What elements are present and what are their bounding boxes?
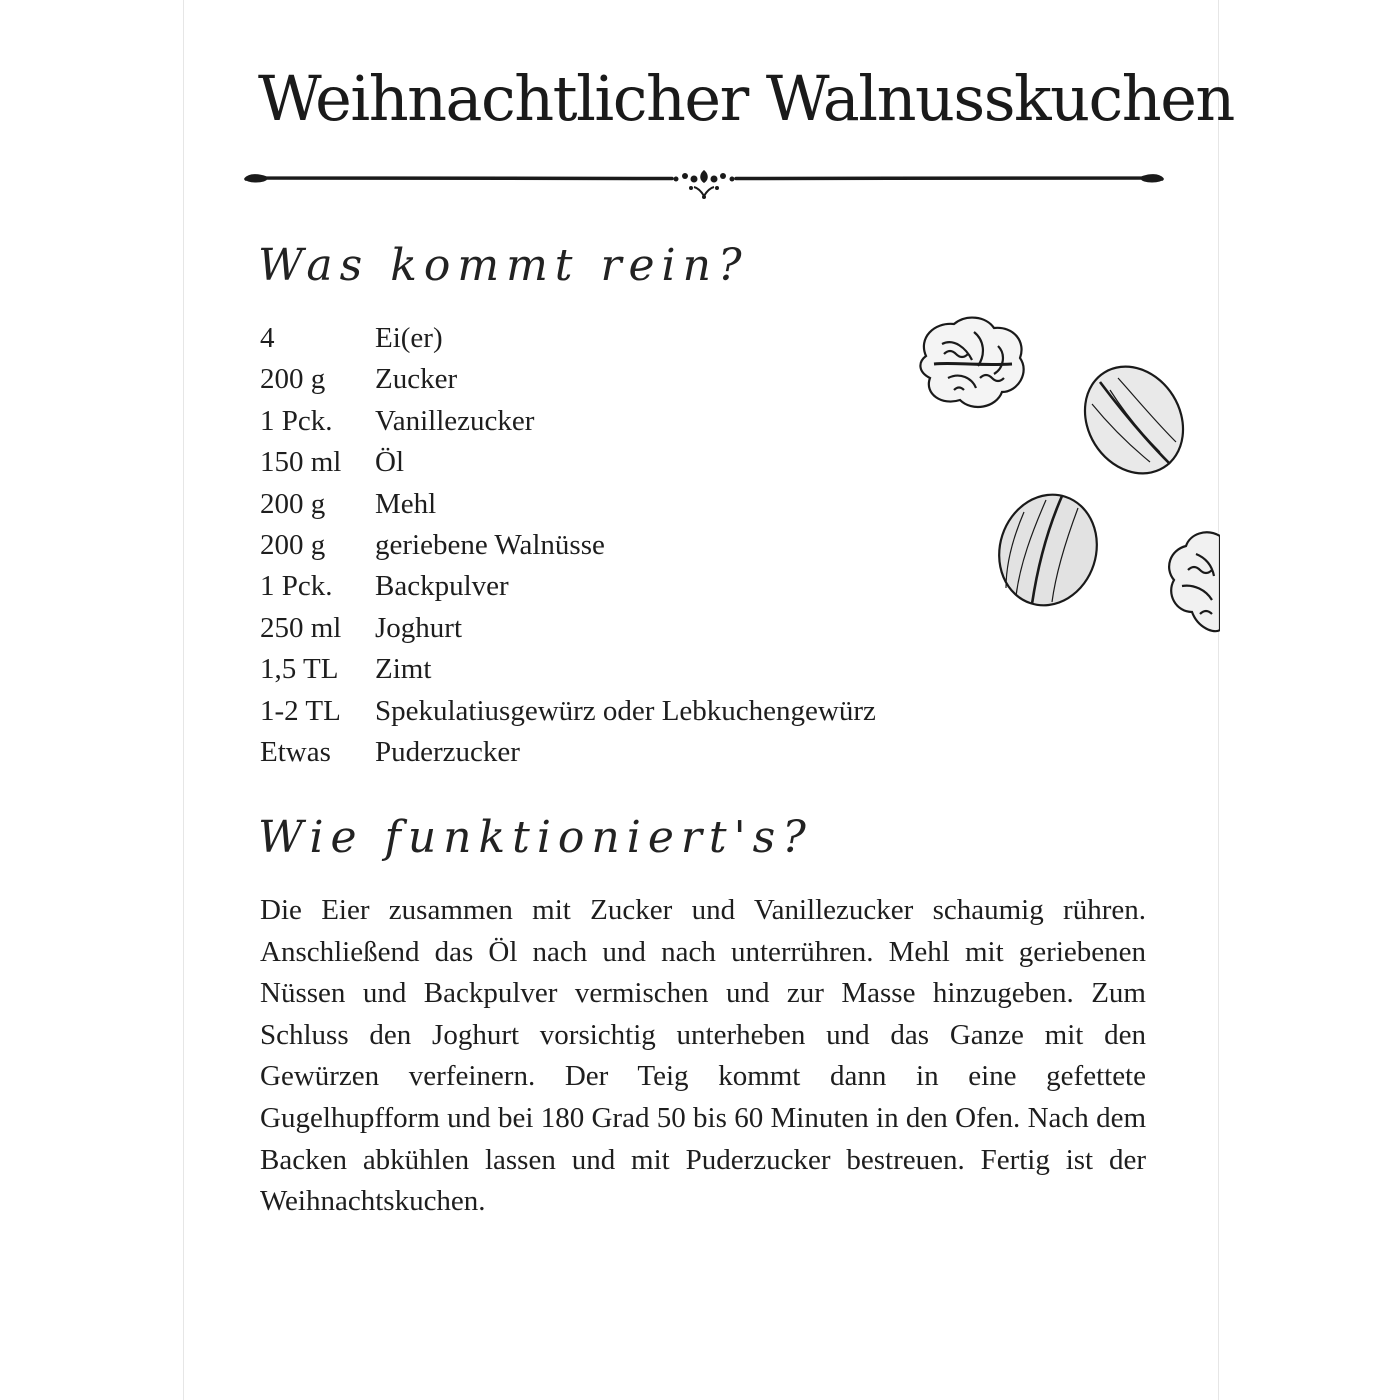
ingredient-name: Joghurt	[375, 611, 462, 644]
ingredient-name: Öl	[375, 446, 404, 479]
ingredient-row	[260, 442, 1000, 483]
ingredient-row	[260, 566, 1000, 607]
ingredient-quantity: 150 ml	[260, 446, 342, 479]
recipe-page	[183, 0, 1234, 1400]
ingredient-quantity: 200 g	[260, 487, 326, 520]
walnut-illustration-icon	[914, 308, 1220, 648]
ingredient-row	[260, 525, 1000, 566]
ingredient-row	[260, 732, 1000, 773]
ingredient-quantity: 200 g	[260, 528, 326, 561]
ornamental-divider-icon	[244, 166, 1164, 200]
ingredient-name: geriebene Walnüsse	[375, 528, 605, 561]
ingredient-quantity: 1 Pck.	[260, 404, 333, 437]
ingredient-name: Ei(er)	[375, 322, 443, 354]
ingredient-name: Zimt	[375, 653, 432, 686]
ingredient-row	[260, 649, 1000, 690]
ingredient-quantity: 4	[260, 322, 275, 354]
ingredient-row	[260, 484, 1000, 525]
walnut-shell-icon	[1065, 348, 1202, 492]
ingredient-row	[260, 318, 1000, 359]
walnut-shell-icon-2	[985, 482, 1111, 618]
ingredient-name: Vanillezucker	[375, 404, 535, 437]
ingredient-row	[260, 691, 1000, 732]
ingredient-name: Backpulver	[375, 570, 509, 603]
walnut-kernel-icon	[920, 318, 1023, 407]
ingredient-row	[260, 359, 1000, 400]
ingredient-name: Spekulatiusgewürz oder Lebkuchengewürz	[375, 694, 876, 727]
method-heading: Wie funktioniert's?	[258, 812, 813, 863]
ingredient-quantity: 200 g	[260, 363, 326, 396]
ingredients-heading: Was kommt rein?	[258, 240, 749, 291]
ingredients-list	[260, 318, 1000, 773]
ingredient-quantity: 1 Pck.	[260, 570, 333, 603]
method-text: Die Eier zusammen mit Zucker und Vanillezucker schaumig rühren. Anschließend das Öl nach und nach unterrühren. Mehl mit geriebenen Nüssen und Backpulver vermischen und zur Masse hinzugeben. Zum Schluss den Joghurt vorsichtig unterheben und das Ganze mit den Gewürzen verfeinern. Der Teig kommt dann in eine gefettete Gugelhupfform und bei 180 Grad 50 bis 60 Minuten in den Ofen. Nach dem Backen abkühlen lassen und mit Puderzucker bestreuen. Fertig ist der Weihnachtskuchen.	[260, 894, 1146, 1218]
ingredient-row	[260, 608, 1000, 649]
recipe-title: Weihnachtlicher Walnusskuchen	[258, 62, 1234, 135]
ingredient-quantity: Etwas	[260, 735, 331, 768]
ingredient-quantity: 1,5 TL	[260, 653, 339, 686]
ingredient-name: Zucker	[375, 363, 458, 396]
ingredient-quantity: 250 ml	[260, 611, 342, 644]
ingredient-name: Mehl	[375, 487, 437, 520]
ingredient-row	[260, 401, 1000, 442]
ingredient-quantity: 1-2 TL	[260, 694, 341, 727]
ingredient-name: Puderzucker	[375, 735, 520, 768]
walnut-kernel-icon-2	[1169, 532, 1220, 631]
